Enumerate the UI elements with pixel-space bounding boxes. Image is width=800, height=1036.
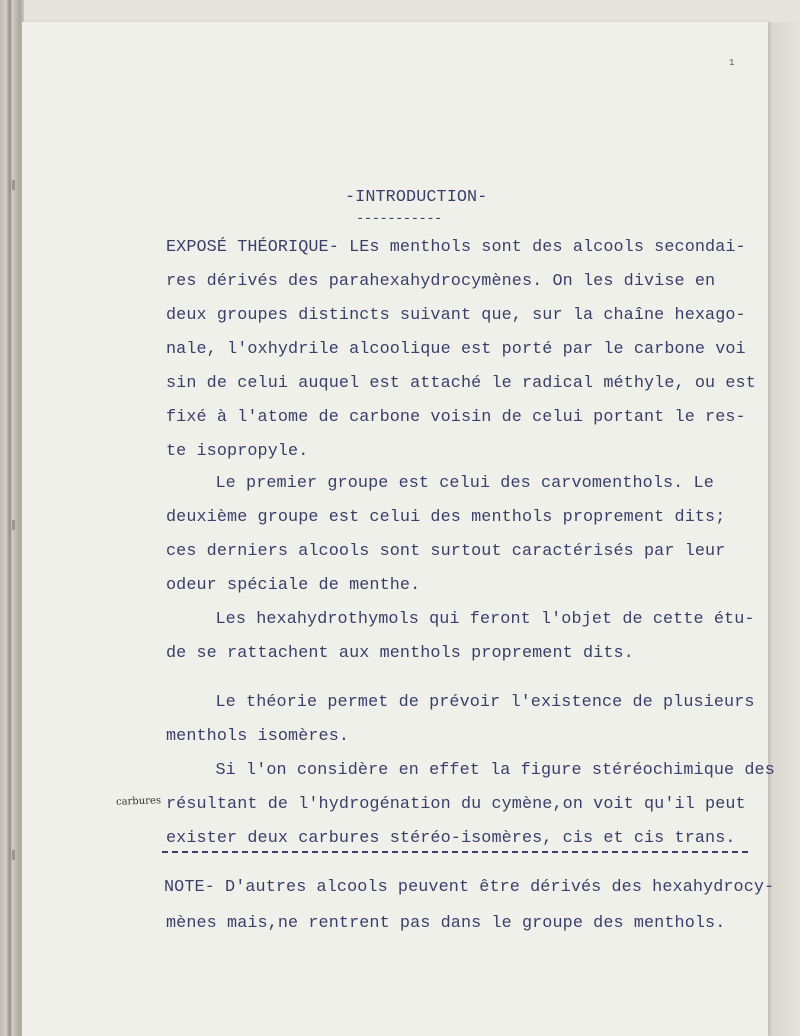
- title-underline: -----------: [356, 211, 442, 227]
- text-line: res dérivés des parahexahydrocymènes. On les divise en: [166, 272, 716, 291]
- note-separator: [162, 851, 748, 853]
- text-line: Si l'on considère en effet la figure stéréochimique des: [185, 761, 775, 780]
- text-line: Les hexahydrothymols qui feront l'objet de cette étu-: [185, 610, 755, 629]
- text-line: odeur spéciale de menthe.: [166, 576, 421, 595]
- text-line: menthols isomères.: [166, 727, 350, 746]
- text-line: sin de celui auquel est attaché le radical méthyle, ou est: [166, 374, 756, 393]
- text-line: fixé à l'atome de carbone voisin de celui portant le res-: [166, 408, 746, 427]
- text-line: nale, l'oxhydrile alcoolique est porté par le carbone voi: [166, 340, 746, 359]
- margin-annotation: carbures: [115, 795, 162, 808]
- binding-stitch: [12, 850, 15, 860]
- text-line: te isopropyle.: [166, 442, 309, 461]
- text-line: exister deux carbures stéréo-isomères, cis et cis trans.: [166, 829, 736, 848]
- text-line: deux groupes distincts suivant que, sur la chaîne hexago-: [166, 306, 746, 325]
- text-line: Le premier groupe est celui des carvomenthols. Le: [185, 474, 714, 493]
- text-line: résultant de l'hydrogénation du cymène,on voit qu'il peut: [166, 795, 746, 814]
- text-line: EXPOSÉ THÉORIQUE- LEs menthols sont des alcools secondai-: [166, 238, 746, 257]
- note-line: mènes mais,ne rentrent pas dans le groupe des menthols.: [166, 914, 726, 933]
- binding-stitch: [12, 520, 15, 530]
- text-line: ces derniers alcools sont surtout caractérisés par leur: [166, 542, 726, 561]
- page-number: 1: [729, 58, 735, 68]
- text-line: deuxième groupe est celui des menthols proprement dits;: [166, 508, 726, 527]
- text-line: de se rattachent aux menthols proprement dits.: [166, 644, 634, 663]
- note-line: NOTE- D'autres alcools peuvent être dérivés des hexahydrocy-: [164, 878, 775, 897]
- text-line: Le théorie permet de prévoir l'existence de plusieurs: [185, 693, 755, 712]
- page-title: -INTRODUCTION-: [345, 188, 488, 207]
